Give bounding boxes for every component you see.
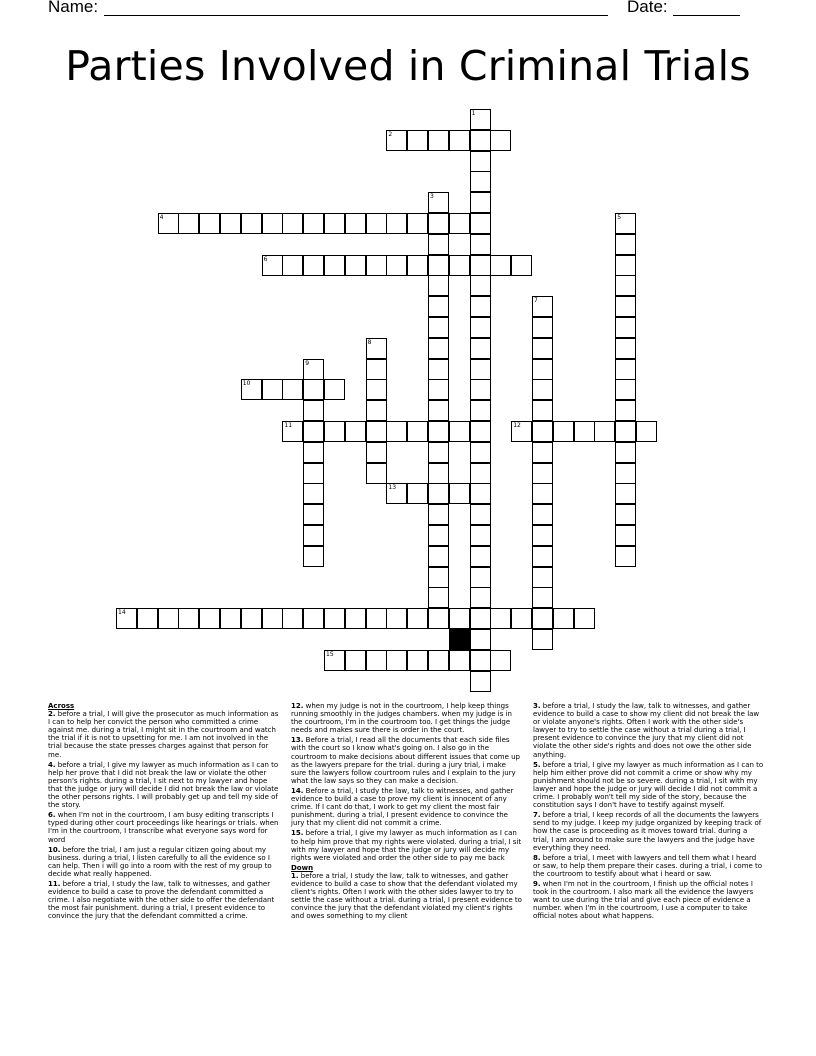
clue-number: 6: [263, 255, 268, 263]
grid-cell[interactable]: [303, 400, 324, 421]
grid-cell[interactable]: [428, 587, 449, 608]
grid-cell[interactable]: [262, 213, 283, 234]
grid-cell[interactable]: [428, 483, 449, 504]
grid-cell[interactable]: [532, 629, 553, 650]
grid-cell[interactable]: [470, 629, 491, 650]
grid-cell[interactable]: [407, 255, 428, 276]
grid-cell[interactable]: [615, 463, 636, 484]
grid-cell[interactable]: [366, 608, 387, 629]
clue-number: 15: [326, 650, 334, 658]
grid-cell[interactable]: [282, 255, 303, 276]
clue-number: 5: [617, 214, 622, 221]
grid-cell[interactable]: [470, 587, 491, 608]
grid-cell[interactable]: [178, 213, 199, 234]
grid-cell[interactable]: [470, 525, 491, 546]
clues-column-3: [533, 702, 765, 922]
grid-cell[interactable]: [366, 442, 387, 463]
grid-cell[interactable]: [366, 463, 387, 484]
grid-cell[interactable]: [636, 421, 657, 442]
grid-cell[interactable]: [615, 359, 636, 380]
clue-number: 9: [305, 359, 310, 367]
grid-cell[interactable]: [615, 338, 636, 359]
clue-across-2: 2. before a trial, I will give the prosecutor as much information as I can to help her convict the person who committed a crime against me. during a trial, I might sit in the courtroom and watch the trial if it is not to upsetting for me. I am not involved in the trial because the state presses charges against that person for me.: [48, 710, 279, 759]
grid-cell[interactable]: [158, 608, 179, 629]
grid-cell[interactable]: [428, 463, 449, 484]
grid-cell[interactable]: [428, 192, 449, 213]
grid-cell[interactable]: [241, 608, 262, 629]
clues-column-1: [48, 702, 280, 922]
grid-cell[interactable]: [428, 650, 449, 671]
grid-cell[interactable]: [262, 255, 283, 276]
grid-cell[interactable]: [615, 234, 636, 255]
down-heading: Down: [291, 863, 314, 872]
grid-cell[interactable]: [366, 379, 387, 400]
grid-cell[interactable]: [574, 608, 595, 629]
grid-cell[interactable]: [470, 567, 491, 588]
grid-cell[interactable]: [532, 463, 553, 484]
grid-cell[interactable]: [407, 608, 428, 629]
grid-cell[interactable]: [615, 546, 636, 567]
grid-cell[interactable]: [532, 359, 553, 380]
grid-cell[interactable]: [303, 442, 324, 463]
grid-cell[interactable]: [615, 504, 636, 525]
grid-cell[interactable]: [366, 255, 387, 276]
black-cell: [449, 629, 470, 650]
grid-cell[interactable]: [407, 483, 428, 504]
grid-cell[interactable]: [470, 130, 491, 151]
grid-cell[interactable]: [532, 608, 553, 629]
grid-cell[interactable]: [532, 421, 553, 442]
clue-number: 10: [242, 380, 251, 388]
grid-cell[interactable]: [428, 317, 449, 338]
grid-cell[interactable]: [511, 255, 532, 276]
grid-cell[interactable]: [241, 379, 262, 400]
grid-cell[interactable]: [366, 400, 387, 421]
grid-cell[interactable]: [553, 421, 574, 442]
grid-cell[interactable]: [366, 359, 387, 380]
clue-number: 3: [430, 193, 434, 201]
clue-number: 12: [513, 422, 521, 429]
clue-across-15: 15. before a trial, I give my lawyer as much information as I can to help him prove that my rights were violated. during a trial, I sit with my lawyer and hope that the judge or jury will decide my rights were violated and order the other side to pay me back: [291, 829, 522, 862]
grid-cell[interactable]: [303, 255, 324, 276]
clue-across-10: 10. before the trial, I am just a regular citizen going about my business. during a trial, I listen carefully to all the evidence so I can help. Then i will go into a room with the rest of my group to decide what really happened.: [48, 845, 272, 878]
grid-cell[interactable]: [303, 463, 324, 484]
clue-number: 7: [534, 297, 538, 305]
clues-column-2: [291, 702, 523, 922]
grid-cell[interactable]: [615, 213, 636, 234]
grid-cell[interactable]: [615, 483, 636, 504]
grid-cell[interactable]: [303, 504, 324, 525]
clue-down-3: 3. before a trial, I study the law, talk to witnesses, and gather evidence to build a case to show my client did not break the law or violate anyone's rights. Often I work with the other side's lawyer to try to settle the case without a trial during a trial, I present evidence to convince the jury that my client did not violate the other side's rights and does not owe the other side anything.: [533, 702, 760, 759]
grid-cell[interactable]: [324, 421, 345, 442]
grid-cell[interactable]: [532, 296, 553, 317]
grid-cell[interactable]: [282, 608, 303, 629]
grid-cell[interactable]: [324, 650, 345, 671]
grid-cell[interactable]: [532, 587, 553, 608]
grid-cell[interactable]: [345, 421, 366, 442]
clue-across-13: 13. Before a trial, I read all the documents that each side files with the court so I know what's going on. I also go in the courtroom to make decisions about different issues that come up as the lawyers prepare for the trial. during a jury trial, i make sure the lawyers follow courtroom rules and I explain to the jury what the law says so they can make a decision.: [291, 736, 520, 785]
grid-cell[interactable]: [532, 525, 553, 546]
grid-cell[interactable]: [137, 608, 158, 629]
clue-down-9: 9. when I'm not in the courtroom, I finish up the official notes I took in the courtroom. I also mark all the evidence the lawyers want to use during the trial and give each piece of evidence a number. when I'm in the courtroom, I use a computer to take official notes about what happens.: [533, 879, 754, 921]
across-heading: Across: [48, 702, 75, 710]
grid-cell[interactable]: [470, 546, 491, 567]
grid-cell[interactable]: [470, 151, 491, 172]
grid-cell[interactable]: [470, 504, 491, 525]
grid-cell[interactable]: [428, 608, 449, 629]
grid-cell[interactable]: [449, 421, 470, 442]
grid-cell[interactable]: [241, 213, 262, 234]
page-title: Parties Involved in Criminal Trials: [65, 42, 751, 90]
grid-cell[interactable]: [428, 400, 449, 421]
grid-cell[interactable]: [428, 234, 449, 255]
grid-cell[interactable]: [428, 421, 449, 442]
grid-cell[interactable]: [470, 192, 491, 213]
grid-cell[interactable]: [428, 338, 449, 359]
grid-cell[interactable]: [220, 608, 241, 629]
grid-cell[interactable]: [532, 317, 553, 338]
grid-cell[interactable]: [386, 130, 407, 151]
grid-cell[interactable]: [532, 379, 553, 400]
grid-cell[interactable]: [324, 255, 345, 276]
grid-cell[interactable]: [428, 504, 449, 525]
grid-cell[interactable]: [407, 650, 428, 671]
grid-cell[interactable]: [615, 296, 636, 317]
clue-across-14: 14. Before a trial, I study the law, talk to witnesses, and gather evidence to build a case to prove my client is innocent of any crime. If I cant do that, I work to get my client the most fair punishment. during a trial, I present evidence to convince the jury that my client did not commit a crime.: [291, 786, 514, 828]
grid-cell[interactable]: [594, 421, 615, 442]
grid-cell[interactable]: [282, 379, 303, 400]
clue-number: 1: [471, 110, 476, 117]
grid-cell[interactable]: [615, 317, 636, 338]
grid-cell[interactable]: [428, 255, 449, 276]
grid-cell[interactable]: [345, 608, 366, 629]
grid-cell[interactable]: [262, 379, 283, 400]
grid-cell[interactable]: [470, 213, 491, 234]
grid-cell[interactable]: [262, 608, 283, 629]
grid-cell[interactable]: [490, 650, 511, 671]
grid-cell[interactable]: [532, 483, 553, 504]
clue-number: 13: [388, 484, 397, 492]
grid-cell[interactable]: [470, 442, 491, 463]
grid-cell[interactable]: [532, 504, 553, 525]
grid-cell[interactable]: [511, 421, 532, 442]
grid-cell[interactable]: [282, 213, 303, 234]
grid-cell[interactable]: [470, 275, 491, 296]
grid-cell[interactable]: [428, 275, 449, 296]
grid-cell[interactable]: [449, 213, 470, 234]
grid-cell[interactable]: [303, 525, 324, 546]
clue-down-7: 7. before a trial, I keep records of all the documents the lawyers send to my judge. I keep my judge organized by keeping track of how the case is proceeding as it moves toward trial. during a trial, I am around to make sure the lawyers and the judge have everything they need.: [533, 811, 762, 852]
grid-cell[interactable]: [532, 567, 553, 588]
grid-cell[interactable]: [449, 650, 470, 671]
grid-cell[interactable]: [407, 421, 428, 442]
grid-cell[interactable]: [449, 255, 470, 276]
grid-cell[interactable]: [303, 483, 324, 504]
grid-cell[interactable]: [615, 442, 636, 463]
grid-cell[interactable]: [470, 671, 491, 692]
grid-cell[interactable]: [490, 130, 511, 151]
grid-cell[interactable]: [303, 213, 324, 234]
grid-cell[interactable]: [428, 442, 449, 463]
grid-cell[interactable]: [345, 650, 366, 671]
grid-cell[interactable]: [490, 608, 511, 629]
grid-cell[interactable]: [532, 442, 553, 463]
grid-cell[interactable]: [470, 171, 491, 192]
clue-down-8: 8. before a trial, I meet with lawyers and tell them what I heard or saw, to help them prepare their cases. during a trial, i come to the courtroom to testify about what i heard or saw.: [533, 853, 763, 878]
grid-cell[interactable]: [490, 255, 511, 276]
grid-cell[interactable]: [386, 650, 407, 671]
grid-cell[interactable]: [470, 463, 491, 484]
grid-cell[interactable]: [615, 421, 636, 442]
grid-cell[interactable]: [199, 213, 220, 234]
grid-cell[interactable]: [470, 650, 491, 671]
clue-number: 4: [159, 214, 164, 221]
grid-cell[interactable]: [386, 255, 407, 276]
grid-cell[interactable]: [303, 421, 324, 442]
grid-cell[interactable]: [428, 359, 449, 380]
grid-cell[interactable]: [470, 296, 491, 317]
grid-cell[interactable]: [303, 608, 324, 629]
clue-number: 2: [388, 130, 393, 138]
grid-cell[interactable]: [532, 400, 553, 421]
grid-cell[interactable]: [470, 421, 491, 442]
grid-cell[interactable]: [470, 338, 491, 359]
grid-cell[interactable]: [449, 130, 470, 151]
grid-cell[interactable]: [428, 546, 449, 567]
grid-cell[interactable]: [428, 296, 449, 317]
grid-cell[interactable]: [303, 379, 324, 400]
grid-cell[interactable]: [386, 213, 407, 234]
clue-across-12: 12. when my judge is not in the courtroom, I help keep things running smoothly in the judges chambers. when my judge is in the courtroom, I'm in the courtroom too. I get things the judge needs and makes sure there is order in the court.: [291, 702, 512, 735]
grid-cell[interactable]: [615, 525, 636, 546]
grid-cell[interactable]: [407, 130, 428, 151]
grid-cell[interactable]: [470, 400, 491, 421]
grid-cell[interactable]: [615, 255, 636, 276]
grid-cell[interactable]: [574, 421, 595, 442]
grid-cell[interactable]: [407, 213, 428, 234]
grid-cell[interactable]: [615, 400, 636, 421]
grid-cell[interactable]: [366, 213, 387, 234]
grid-cell[interactable]: [615, 379, 636, 400]
grid-cell[interactable]: [324, 608, 345, 629]
clue-across-4: 4. before a trial, I give my lawyer as much information as I can to help her prove that I did not break the law or violate the other person's rights. during a trial, I sit next to my lawyer and hope that the judge or jury will decide I did not break the law or violate the other persons rights. I will probably get up and tell my side of the story.: [48, 760, 279, 810]
grid-cell[interactable]: [303, 546, 324, 567]
grid-cell[interactable]: [345, 213, 366, 234]
grid-cell[interactable]: [532, 338, 553, 359]
grid-cell[interactable]: [428, 567, 449, 588]
grid-cell[interactable]: [470, 317, 491, 338]
clue-number: 11: [284, 422, 293, 429]
grid-cell[interactable]: [199, 608, 220, 629]
grid-cell[interactable]: [282, 421, 303, 442]
grid-cell[interactable]: [470, 109, 491, 130]
grid-cell[interactable]: [615, 275, 636, 296]
grid-cell[interactable]: [428, 379, 449, 400]
grid-cell[interactable]: [386, 483, 407, 504]
grid-cell[interactable]: [158, 213, 179, 234]
clue-down-1: 1. before a trial, I study the law, talk to witnesses, and gather evidence to build a case to show that the defendant violated my client's rights. Often I work with the other sides lawyer to try to settle the case without a trial. during a trial, I present evidence to convince the jury that the defendant violated my client's rights and owes something to my client: [291, 871, 522, 921]
clue-number: 14: [118, 609, 126, 617]
grid-cell[interactable]: [532, 546, 553, 567]
grid-cell[interactable]: [553, 608, 574, 629]
grid-cell[interactable]: [345, 255, 366, 276]
grid-cell[interactable]: [366, 421, 387, 442]
clue-across-6: 6. when I'm not in the courtroom, I am busy editing transcripts I typed during other court proceedings like hearings or trials. when I'm in the courtroom, I transcribe what everyone says word for word: [48, 811, 279, 844]
grid-cell[interactable]: [386, 421, 407, 442]
grid-cell[interactable]: [324, 379, 345, 400]
grid-cell[interactable]: [220, 213, 241, 234]
grid-cell[interactable]: [449, 608, 470, 629]
grid-cell[interactable]: [428, 130, 449, 151]
grid-cell[interactable]: [303, 359, 324, 380]
grid-cell[interactable]: [178, 608, 199, 629]
grid-cell[interactable]: [324, 213, 345, 234]
date-label: Date:: [627, 0, 668, 16]
clue-down-5: 5. before a trial, I give my lawyer as much information as I can to help him either prove did not commit a crime or show why my punishment should not be so severe. during a trial, I sit with my lawyer and hope the judge or jury will decide I did not commit a crime. I probably won't tell my side of the story, because the constitution says I don't have to testify against myself.: [533, 760, 764, 810]
clue-across-11: 11. before a trial, I study the law, talk to witnesses, and gather evidence to build a case to prove the defendant committed a crime. I also negotiate with the other side to offer the defendant the most fair punishment. during a trial, I present evidence to convince the jury that the defendant committed a crime.: [48, 879, 275, 921]
grid-cell[interactable]: [386, 608, 407, 629]
name-label: Name:: [48, 0, 99, 16]
grid-cell[interactable]: [470, 608, 491, 629]
grid-cell[interactable]: [428, 213, 449, 234]
grid-cell[interactable]: [366, 650, 387, 671]
grid-cell[interactable]: [470, 483, 491, 504]
grid-cell[interactable]: [470, 359, 491, 380]
grid-cell[interactable]: [449, 483, 470, 504]
grid-cell[interactable]: [366, 338, 387, 359]
grid-cell[interactable]: [116, 608, 137, 629]
grid-cell[interactable]: [470, 255, 491, 276]
grid-cell[interactable]: [428, 525, 449, 546]
grid-cell[interactable]: [470, 379, 491, 400]
grid-cell[interactable]: [470, 234, 491, 255]
clue-number: 8: [367, 338, 372, 346]
grid-cell[interactable]: [511, 608, 532, 629]
